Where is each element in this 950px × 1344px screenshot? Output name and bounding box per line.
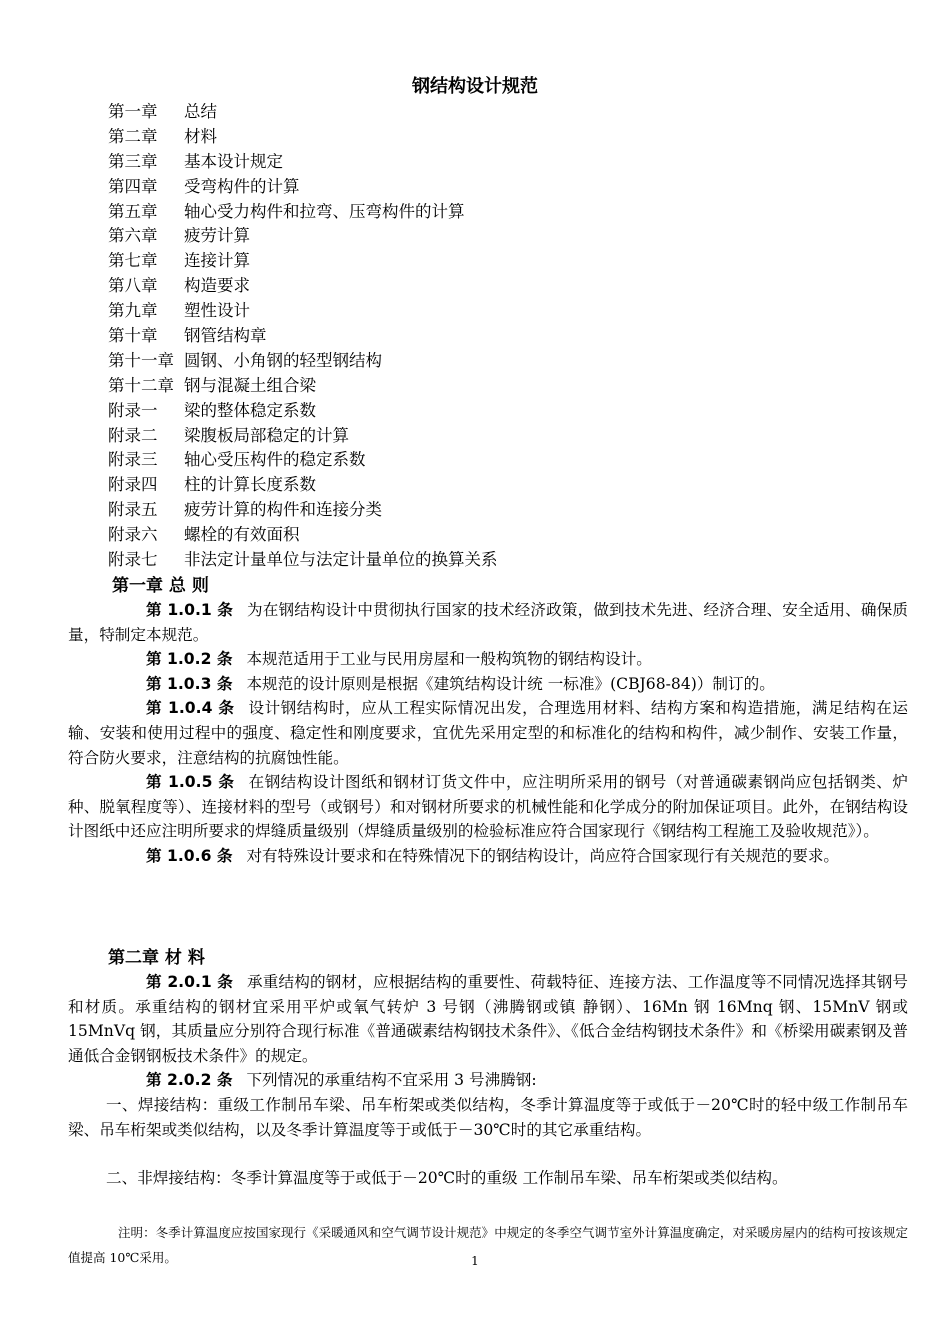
toc-item-label: 第七章 bbox=[108, 251, 158, 271]
toc-item bbox=[108, 175, 908, 200]
chapter-1-body bbox=[68, 598, 908, 869]
toc-item-label: 附录五 bbox=[108, 500, 158, 520]
toc-item-label: 第三章 bbox=[108, 151, 158, 171]
list-item-non-welded: 二、非焊接结构：冬季计算温度等于或低于－20℃时的重级 工作制吊车梁、吊车桁架或类似结构。 bbox=[106, 1169, 788, 1188]
toc-item bbox=[108, 448, 908, 473]
article-number: 第 1.0.2 条 bbox=[146, 650, 233, 669]
table-of-contents bbox=[108, 100, 908, 573]
note: 注明：冬季计算温度应按国家现行《采暖通风和空气调节设计规范》中规定的冬季空气调节室外计算温度确定，对采暖房屋内的结构可按该规定值提高 10℃采用。 bbox=[68, 1225, 908, 1265]
toc-item bbox=[108, 548, 908, 573]
toc-item-label: 附录七 bbox=[108, 550, 158, 570]
toc-item-label: 附录三 bbox=[108, 450, 158, 470]
toc-item bbox=[108, 523, 908, 548]
toc-item-text: 柱的计算长度系数 bbox=[184, 475, 316, 495]
article-number: 第 2.0.2 条 bbox=[146, 1071, 233, 1090]
toc-item-label: 第五章 bbox=[108, 201, 158, 221]
toc-item-text: 塑性设计 bbox=[184, 301, 250, 321]
article-1-0-4 bbox=[68, 696, 908, 770]
toc-item-text: 疲劳计算的构件和连接分类 bbox=[184, 500, 382, 520]
toc-item bbox=[108, 249, 908, 274]
toc-item-text: 梁的整体稳定系数 bbox=[184, 400, 316, 420]
article-text: 为在钢结构设计中贯彻执行国家的技术经济政策，做到技术先进、经济合理、安全适用、确保质量，特制定本规范。 bbox=[68, 601, 908, 644]
toc-item-text: 基本设计规定 bbox=[184, 151, 283, 171]
toc-item-label: 第十章 bbox=[108, 326, 158, 346]
document-title: 钢结构设计规范 bbox=[412, 76, 538, 97]
toc-item-text: 非法定计量单位与法定计量单位的换算关系 bbox=[184, 550, 498, 570]
toc-item-label: 第十一章 bbox=[108, 350, 174, 370]
toc-item bbox=[108, 498, 908, 523]
toc-item-label: 附录六 bbox=[108, 525, 158, 545]
article-number: 第 1.0.5 条 bbox=[146, 773, 235, 792]
toc-item-label: 附录一 bbox=[108, 400, 158, 420]
toc-item-text: 梁腹板局部稳定的计算 bbox=[184, 425, 349, 445]
toc-item-text: 受弯构件的计算 bbox=[184, 176, 300, 196]
article-text: 在钢结构设计图纸和钢材订货文件中，应注明所采用的钢号（对普通碳素钢尚应包括钢类、炉种、脱氧程度等）、连接材料的型号（或钢号）和对钢材所要求的机械性能和化学成分的附加保证项目。此外，在钢结构设计图纸中还应注明所要求的焊缝质量级别（焊缝质量级别的检验标准应符合国家现行《钢结构工程施工及验收规范》）。 bbox=[68, 773, 908, 841]
article-number: 第 1.0.6 条 bbox=[146, 846, 233, 865]
chapter-1-heading: 第一章 总 则 bbox=[112, 576, 209, 596]
list-item-welded: 一、焊接结构：重级工作制吊车梁、吊车桁架或类似结构，冬季计算温度等于或低于－20℃时的轻中级工作制吊车梁、吊车桁架或类似结构，以及冬季计算温度等于或低于－30℃时的其它承重结构。 bbox=[68, 1095, 908, 1139]
article-number: 第 1.0.4 条 bbox=[146, 699, 235, 718]
article-2-0-1 bbox=[68, 970, 908, 1068]
toc-item-label: 第六章 bbox=[108, 226, 158, 246]
toc-item-text: 钢管结构章 bbox=[184, 326, 267, 346]
toc-item bbox=[108, 374, 908, 399]
article-text: 对有特殊设计要求和在特殊情况下的钢结构设计，尚应符合国家现行有关规范的要求。 bbox=[246, 846, 840, 865]
toc-item-text: 构造要求 bbox=[184, 276, 250, 296]
toc-item-label: 附录四 bbox=[108, 475, 158, 495]
article-text: 设计钢结构时，应从工程实际情况出发，合理选用材料、结构方案和构造措施，满足结构在运输、安装和使用过程中的强度、稳定性和刚度要求，宜优先采用定型的和标准化的结构和构件，减少制作、安装工作量，符合防火要求，注意结构的抗腐蚀性能。 bbox=[68, 699, 908, 767]
article-1-0-5 bbox=[68, 770, 908, 844]
article-text: 下列情况的承重结构不宜采用 3 号沸腾钢: bbox=[246, 1071, 537, 1090]
toc-item bbox=[108, 324, 908, 349]
toc-item bbox=[108, 299, 908, 324]
toc-item-label: 第二章 bbox=[108, 126, 158, 146]
toc-item-label: 第四章 bbox=[108, 176, 158, 196]
article-1-0-1 bbox=[68, 598, 908, 647]
toc-item bbox=[108, 473, 908, 498]
page-number: 1 bbox=[471, 1254, 479, 1268]
toc-item-label: 第十二章 bbox=[108, 375, 174, 395]
toc-item bbox=[108, 100, 908, 125]
article-number: 第 1.0.3 条 bbox=[146, 674, 233, 693]
toc-item bbox=[108, 125, 908, 150]
toc-item bbox=[108, 274, 908, 299]
toc-item-text: 钢与混凝土组合梁 bbox=[184, 375, 316, 395]
toc-item-text: 材料 bbox=[184, 126, 217, 146]
toc-item-text: 总结 bbox=[184, 102, 217, 121]
toc-item-text: 轴心受压构件的稳定系数 bbox=[184, 450, 366, 470]
article-2-0-2 bbox=[68, 1068, 908, 1093]
article-1-0-2 bbox=[68, 647, 908, 672]
toc-item-text: 螺栓的有效面积 bbox=[184, 525, 300, 545]
chapter-2-body bbox=[68, 970, 908, 1191]
article-number: 第 2.0.1 条 bbox=[146, 973, 234, 991]
toc-item-text: 疲劳计算 bbox=[184, 226, 250, 246]
toc-item bbox=[108, 224, 908, 249]
article-text: 本规范适用于工业与民用房屋和一般构筑物的钢结构设计。 bbox=[246, 650, 652, 669]
toc-item-label: 第八章 bbox=[108, 276, 158, 296]
toc-item bbox=[108, 349, 908, 374]
toc-item bbox=[108, 200, 908, 225]
toc-item-text: 连接计算 bbox=[184, 251, 250, 271]
article-1-0-6 bbox=[68, 844, 908, 869]
toc-item bbox=[108, 424, 908, 449]
toc-item-label: 附录二 bbox=[108, 425, 158, 445]
article-number: 第 1.0.1 条 bbox=[146, 601, 234, 619]
toc-item bbox=[108, 399, 908, 424]
chapter-2-heading: 第二章 材 料 bbox=[108, 948, 205, 968]
toc-item-text: 轴心受力构件和拉弯、压弯构件的计算 bbox=[184, 201, 465, 221]
article-text: 承重结构的钢材，应根据结构的重要性、荷载特征、连接方法、工作温度等不同情况选择其钢号和材质。承重结构的钢材宜采用平炉或氧气转炉 3 号钢（沸腾钢或镇 静钢）、16Mn 钢 16Mnq 钢、15MnV 钢或 15MnVq 钢，其质量应分别符合现行标准《普通碳素结构钢技术条件》、《低合金结构钢技术条件》和《桥梁用碳素钢及普通低合金钢钢板技术条件》的规定。 bbox=[68, 973, 908, 1065]
toc-item bbox=[108, 150, 908, 175]
toc-item-label: 第九章 bbox=[108, 301, 158, 321]
toc-item-text: 圆钢、小角钢的轻型钢结构 bbox=[184, 350, 382, 370]
article-1-0-3 bbox=[68, 672, 908, 697]
toc-item-label: 第一章 bbox=[108, 102, 158, 121]
article-text: 本规范的设计原则是根据《建筑结构设计统 一标准》(CBJ68-84)）制订的。 bbox=[246, 674, 775, 693]
